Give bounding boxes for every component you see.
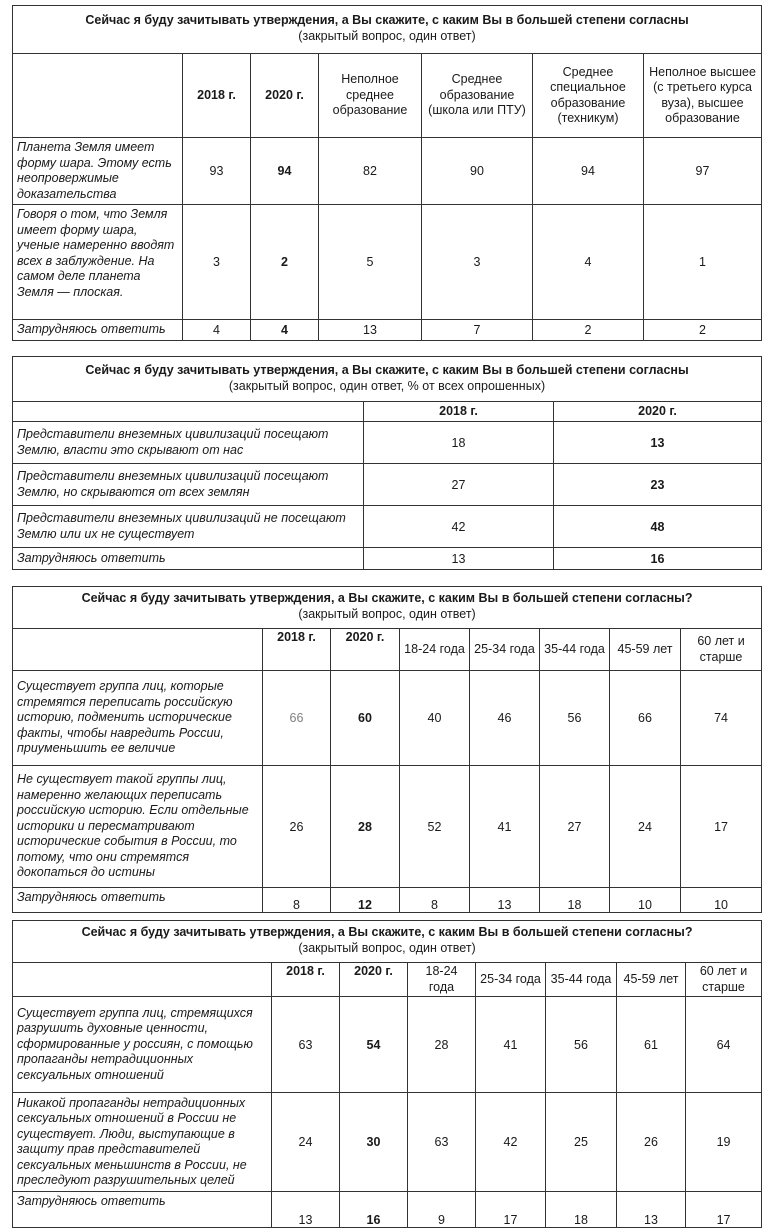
value-cell: 13 (272, 1192, 340, 1228)
value-cell: 94 (533, 138, 644, 205)
value-cell: 94 (251, 138, 319, 205)
header-age-25-34: 25-34 года (476, 963, 546, 997)
value-cell: 2 (533, 320, 644, 341)
value-cell: 12 (331, 888, 400, 913)
table-aliens (12, 356, 762, 570)
value-cell: 82 (319, 138, 422, 205)
table-title (13, 357, 762, 402)
value-cell: 41 (476, 997, 546, 1093)
header-edu-higher: Неполное высшее (с третьего курса вуза), высшее образование (644, 54, 762, 138)
value-cell: 25 (546, 1093, 617, 1192)
value-cell: 18 (546, 1192, 617, 1228)
header-year-2018: 2018 г. (364, 402, 554, 422)
title-text: Сейчас я буду зачитывать утверждения, а Вы скажите, с каким Вы в большей степени согласны (85, 13, 689, 27)
header-blank (13, 402, 364, 422)
header-age-25-34: 25-34 года (470, 629, 540, 671)
value-cell: 17 (681, 766, 762, 888)
table-title (13, 587, 762, 629)
header-edu-vocational: Среднее специальное образование (техникум) (533, 54, 644, 138)
table-propaganda (12, 920, 762, 1228)
value-cell: 8 (400, 888, 470, 913)
value-cell: 42 (364, 506, 554, 548)
value-cell: 24 (610, 766, 681, 888)
table-title (13, 921, 762, 963)
value-cell: 23 (554, 464, 762, 506)
row-label: Существует группа лиц, стремящихся разрушить духовные ценности, сформированные у россиян, с помощью пропаганды нетрадиционных сексуальных отношений (13, 997, 272, 1093)
table-flat-earth (12, 5, 762, 341)
value-cell: 27 (540, 766, 610, 888)
value-cell: 16 (554, 548, 762, 570)
table-title (13, 6, 762, 54)
row-label: Затрудняюсь ответить (13, 888, 263, 913)
value-cell: 13 (554, 422, 762, 464)
header-year-2018: 2018 г. (183, 54, 251, 138)
header-year-2020: 2020 г. (554, 402, 762, 422)
value-cell: 46 (470, 671, 540, 766)
value-cell: 18 (364, 422, 554, 464)
header-year-2020: 2020 г. (340, 963, 408, 997)
value-cell: 13 (470, 888, 540, 913)
value-cell: 2 (251, 205, 319, 320)
value-cell: 64 (686, 997, 762, 1093)
value-cell: 30 (340, 1093, 408, 1192)
value-cell: 60 (331, 671, 400, 766)
header-age-60-plus: 60 лет и старше (686, 963, 762, 997)
value-cell: 42 (476, 1093, 546, 1192)
header-age-18-24: 18-24 года (400, 629, 470, 671)
value-cell: 13 (364, 548, 554, 570)
value-cell: 28 (331, 766, 400, 888)
value-cell: 90 (422, 138, 533, 205)
value-cell: 41 (470, 766, 540, 888)
value-cell: 48 (554, 506, 762, 548)
value-cell: 56 (540, 671, 610, 766)
header-year-2018: 2018 г. (263, 629, 331, 671)
row-label: Представители внеземных цивилизаций не посещают Землю или их не существует (13, 506, 364, 548)
value-cell: 97 (644, 138, 762, 205)
header-age-35-44: 35-44 года (540, 629, 610, 671)
subtitle-text: (закрытый вопрос, один ответ) (298, 29, 476, 43)
value-cell: 26 (617, 1093, 686, 1192)
value-cell: 13 (617, 1192, 686, 1228)
subtitle-text: (закрытый вопрос, один ответ) (298, 607, 476, 621)
value-cell: 40 (400, 671, 470, 766)
subtitle-text: (закрытый вопрос, один ответ, % от всех опрошенных) (228, 378, 546, 393)
value-cell: 93 (183, 138, 251, 205)
value-cell: 18 (540, 888, 610, 913)
header-blank (13, 629, 263, 671)
value-cell: 56 (546, 997, 617, 1093)
value-cell: 52 (400, 766, 470, 888)
value-cell: 17 (686, 1192, 762, 1228)
table-row (13, 888, 762, 913)
value-cell: 3 (422, 205, 533, 320)
value-cell: 24 (272, 1093, 340, 1192)
table-row (13, 422, 762, 464)
table-row (13, 1093, 762, 1192)
table-row (13, 205, 762, 320)
value-cell: 5 (319, 205, 422, 320)
row-label: Существует группа лиц, которые стремятся переписать российскую историю, подменить исторические факты, чтобы навредить России, приуменьшить ее величие (13, 671, 263, 766)
row-label: Затрудняюсь ответить (13, 548, 364, 570)
value-cell: 4 (533, 205, 644, 320)
header-age-45-59: 45-59 лет (617, 963, 686, 997)
value-cell: 66 (263, 671, 331, 766)
table-row (13, 1192, 762, 1228)
table-row (13, 671, 762, 766)
value-cell: 74 (681, 671, 762, 766)
table-row (13, 464, 762, 506)
value-cell: 4 (251, 320, 319, 341)
header-year-2018: 2018 г. (272, 963, 340, 997)
value-cell: 66 (610, 671, 681, 766)
row-label: Говоря о том, что Земля имеет форму шара, ученые намеренно вводят всех в заблуждение. На самом деле планета Земля — плоская. (13, 205, 183, 320)
row-label: Никакой пропаганды нетрадиционных сексуальных отношений в России не существует. Люди, выступающие в защиту прав представителей сексуальных меньшинств в России, не преследуют разрушительных целей (13, 1093, 272, 1192)
header-age-45-59: 45-59 лет (610, 629, 681, 671)
value-cell: 4 (183, 320, 251, 341)
header-age-18-24: 18-24 года (408, 963, 476, 997)
table-row (13, 997, 762, 1093)
value-cell: 10 (610, 888, 681, 913)
value-cell: 8 (263, 888, 331, 913)
table-row (13, 320, 762, 341)
table-row (13, 506, 762, 548)
header-year-2020: 2020 г. (331, 629, 400, 671)
value-cell: 27 (364, 464, 554, 506)
title-text: Сейчас я буду зачитывать утверждения, а Вы скажите, с каким Вы в большей степени согласны? (81, 925, 693, 939)
subtitle-text: (закрытый вопрос, один ответ) (298, 941, 476, 955)
header-edu-incomplete-secondary: Неполное среднее образование (319, 54, 422, 138)
title-text: Сейчас я буду зачитывать утверждения, а Вы скажите, с каким Вы в большей степени согласны? (81, 591, 693, 605)
value-cell: 2 (644, 320, 762, 341)
row-label: Планета Земля имеет форму шара. Этому есть неопровержимые доказательства (13, 138, 183, 205)
value-cell: 13 (319, 320, 422, 341)
row-label: Не существует такой группы лиц, намеренно желающих переписать российскую историю. Если отдельные историки и пересматривают исторические события в России, то потому, что они стремятся докопаться до истины (13, 766, 263, 888)
value-cell: 3 (183, 205, 251, 320)
value-cell: 7 (422, 320, 533, 341)
header-age-60-plus: 60 лет и старше (681, 629, 762, 671)
value-cell: 1 (644, 205, 762, 320)
value-cell: 61 (617, 997, 686, 1093)
value-cell: 26 (263, 766, 331, 888)
table-row (13, 138, 762, 205)
header-year-2020: 2020 г. (251, 54, 319, 138)
value-cell: 17 (476, 1192, 546, 1228)
header-edu-secondary: Среднее образование (школа или ПТУ) (422, 54, 533, 138)
value-cell: 54 (340, 997, 408, 1093)
value-cell: 28 (408, 997, 476, 1093)
value-cell: 63 (408, 1093, 476, 1192)
value-cell: 19 (686, 1093, 762, 1192)
row-label: Затрудняюсь ответить (13, 1192, 272, 1228)
value-cell: 16 (340, 1192, 408, 1228)
value-cell: 63 (272, 997, 340, 1093)
table-history-rewrite (12, 586, 762, 913)
value-cell: 9 (408, 1192, 476, 1228)
table-row (13, 548, 762, 570)
header-age-35-44: 35-44 года (546, 963, 617, 997)
header-blank (13, 54, 183, 138)
header-blank (13, 963, 272, 997)
value-cell: 10 (681, 888, 762, 913)
row-label: Представители внеземных цивилизаций посещают Землю, но скрываются от всех землян (13, 464, 364, 506)
row-label: Представители внеземных цивилизаций посещают Землю, власти это скрывают от нас (13, 422, 364, 464)
table-row (13, 766, 762, 888)
row-label: Затрудняюсь ответить (13, 320, 183, 341)
title-text: Сейчас я буду зачитывать утверждения, а Вы скажите, с каким Вы в большей степени согласны (85, 362, 689, 377)
